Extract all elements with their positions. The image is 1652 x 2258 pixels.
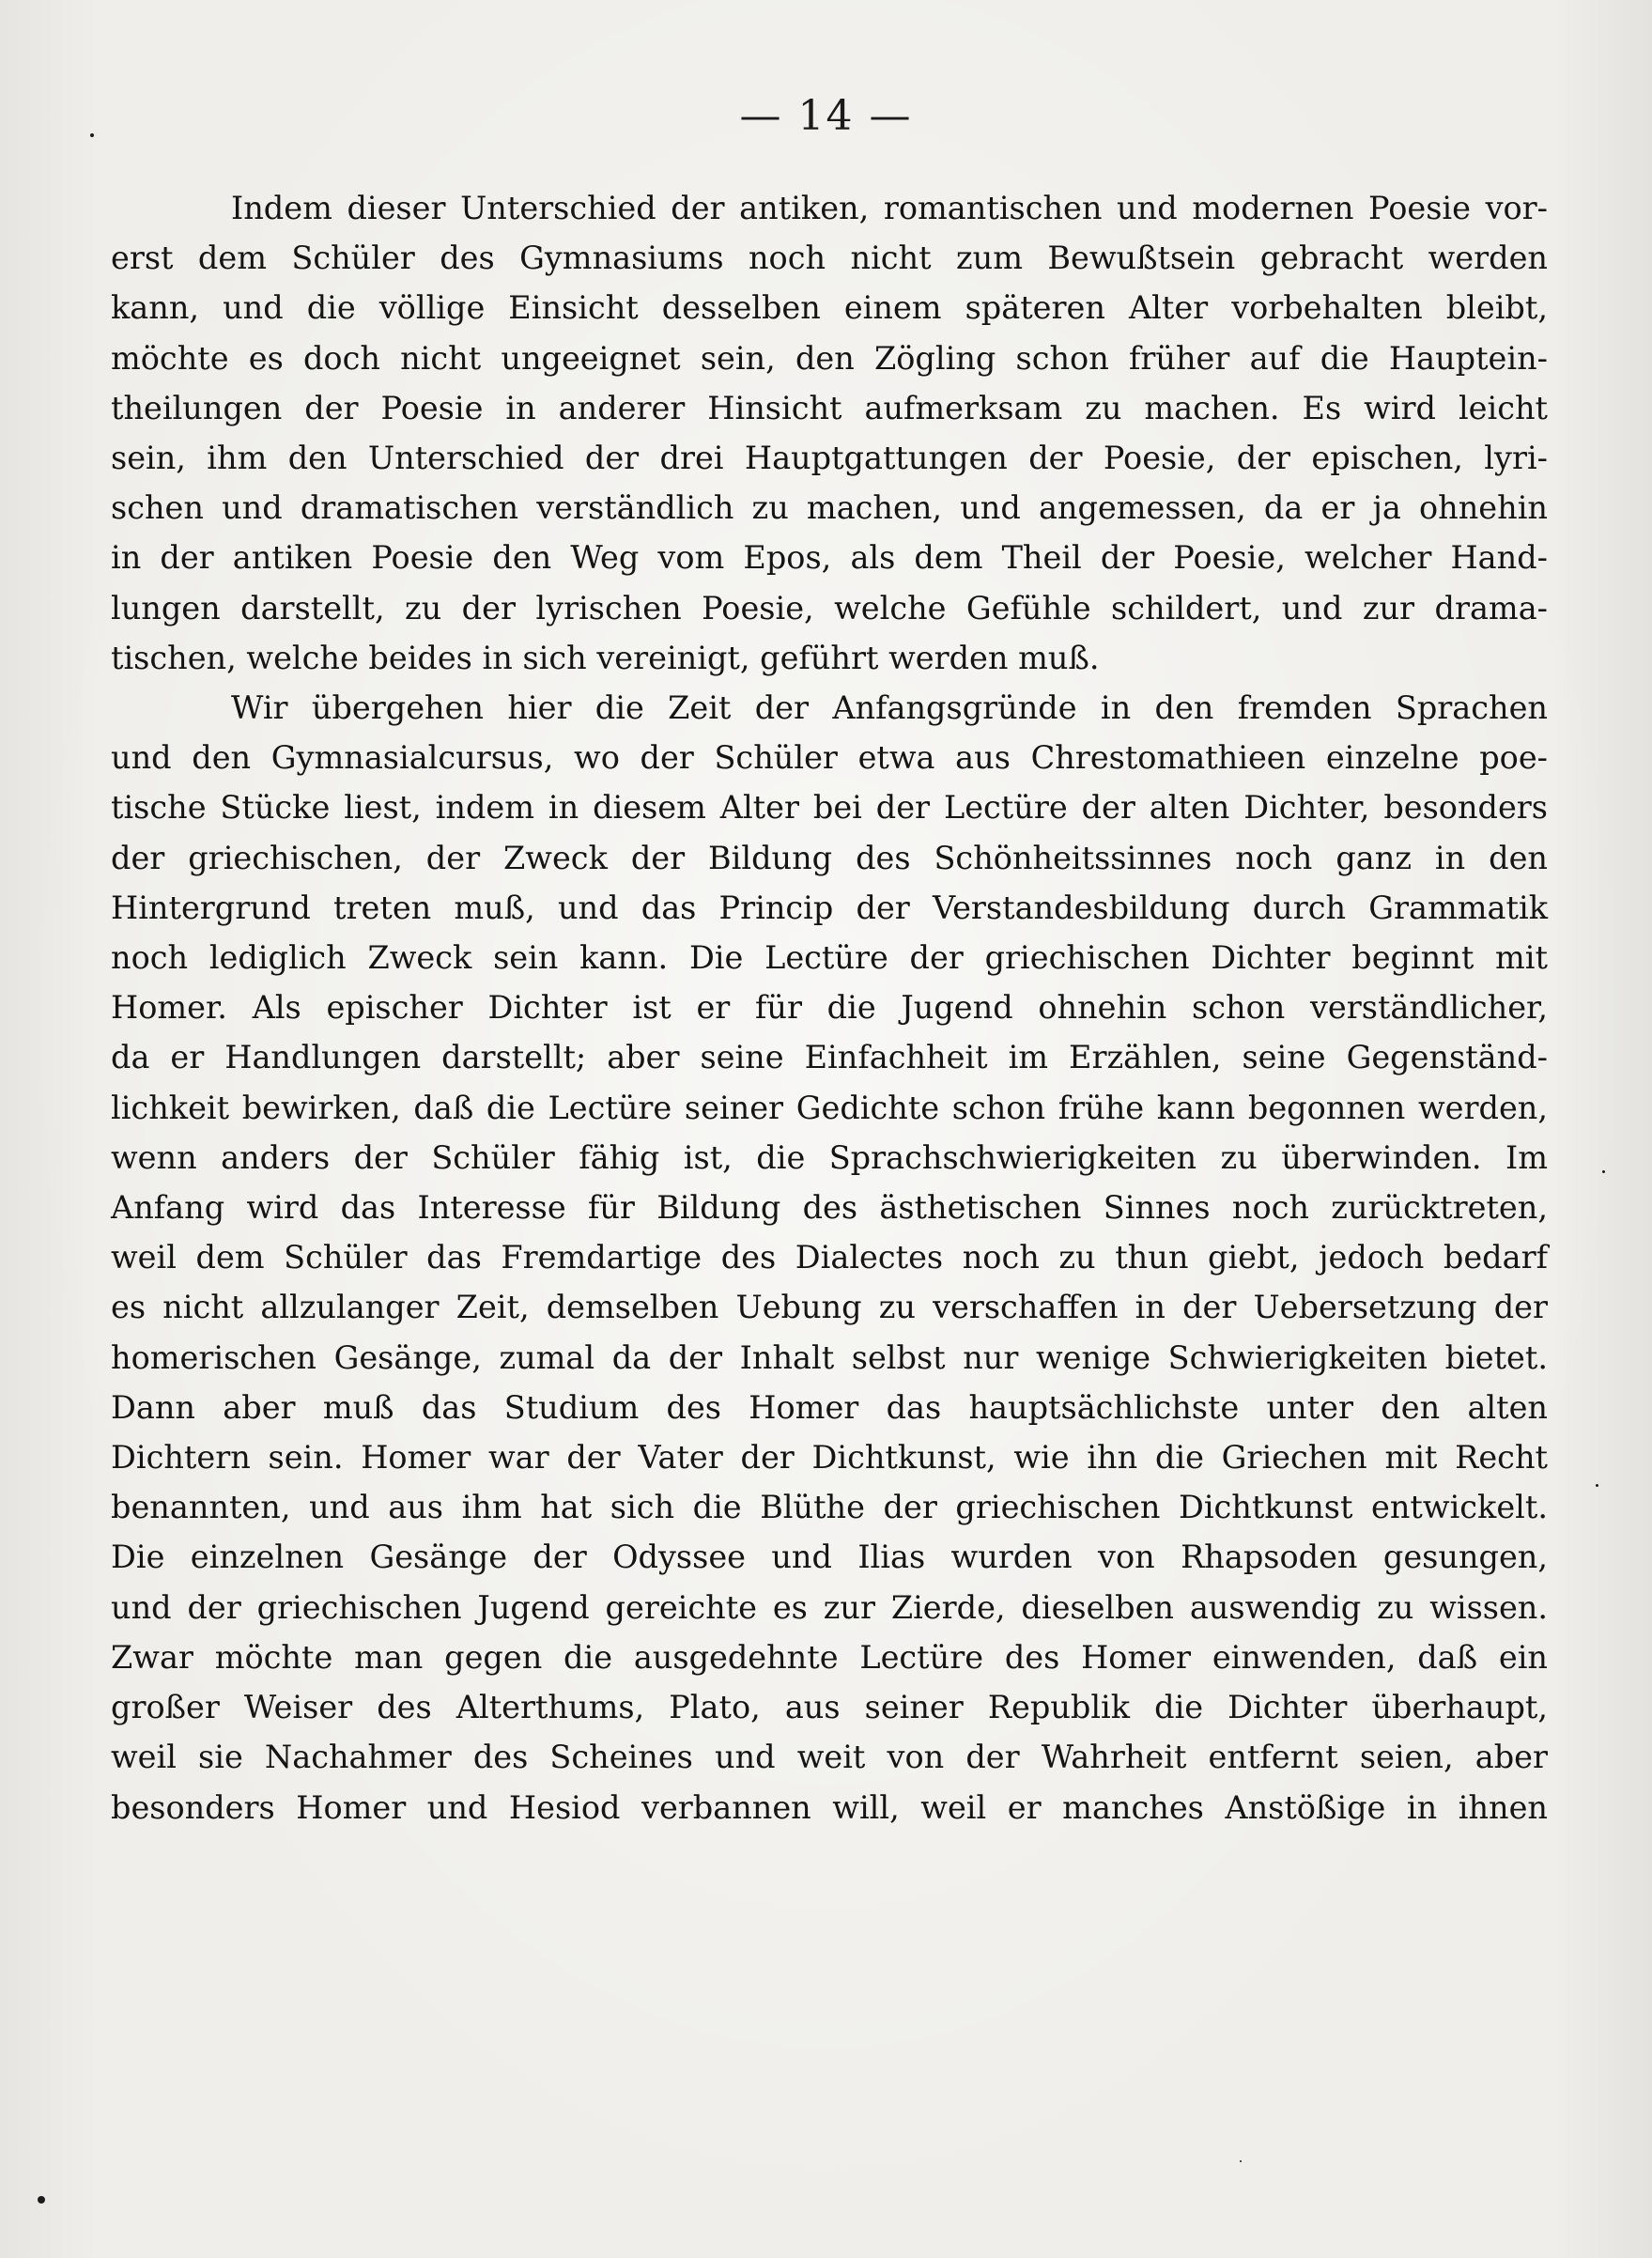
paragraph-2-line: Hintergrund treten muß, und das Princip der Verstandesbildung durch Grammatik — [111, 889, 1548, 926]
paragraph-1-line: in der antiken Poesie den Weg vom Epos, als dem Theil der Poesie, welcher Hand- — [111, 539, 1548, 577]
paper-speck — [38, 2196, 45, 2204]
paragraph-2-line: weil sie Nachahmer des Scheines und weit von der Wahrheit entfernt seien, aber — [111, 1739, 1548, 1776]
paragraph-2-line: und den Gymnasialcursus, wo der Schüler etwa aus Chrestomathieen einzelne poe- — [111, 739, 1548, 777]
paragraph-1-line: lungen darstellt, zu der lyrischen Poesie, welche Gefühle schildert, und zur drama- — [111, 589, 1548, 626]
paper-speck — [90, 133, 94, 137]
paragraph-2-line: besonders Homer und Hesiod verbannen will, weil er manches Anstößige in ihnen — [111, 1788, 1548, 1826]
paragraph-2-line: Dichtern sein. Homer war der Vater der Dichtkunst, wie ihn die Griechen mit Recht — [111, 1439, 1548, 1477]
paragraph-1-line: erst dem Schüler des Gymnasiums noch nicht zum Bewußtsein gebracht werden — [111, 240, 1548, 277]
paragraph-1-line: schen und dramatischen verständlich zu machen, und angemessen, da er ja ohnehin — [111, 489, 1548, 527]
paper-speck — [1240, 2160, 1242, 2162]
paragraph-2-line: homerischen Gesänge, zumal da der Inhalt selbst nur wenige Schwierigkeiten bietet. — [111, 1338, 1548, 1376]
paper-speck — [1602, 1170, 1605, 1173]
paper-speck — [1596, 1484, 1598, 1487]
body-text — [111, 183, 1548, 1833]
paragraph-2-line: der griechischen, der Zweck der Bildung des Schönheitssinnes noch ganz in den — [111, 839, 1548, 876]
paragraph-2-line: weil dem Schüler das Fremdartige des Dialectes noch zu thun giebt, jedoch bedarf — [111, 1239, 1548, 1276]
paragraph-2-line: wenn anders der Schüler fähig ist, die Sprachschwierigkeiten zu überwinden. Im — [111, 1138, 1548, 1176]
paragraph-1-line: sein, ihm den Unterschied der drei Hauptgattungen der Poesie, der epischen, lyri- — [111, 440, 1548, 477]
paragraph-1-line: kann, und die völlige Einsicht desselben einem späteren Alter vorbehalten bleibt, — [111, 289, 1548, 327]
paragraph-2-line: und der griechischen Jugend gereichte es zur Zierde, dieselben auswendig zu wissen. — [111, 1588, 1548, 1626]
paragraph-2-line: noch lediglich Zweck sein kann. Die Lectüre der griechischen Dichter beginnt mit — [111, 939, 1548, 977]
paragraph-1-line: möchte es doch nicht ungeeignet sein, den Zögling schon früher auf die Hauptein- — [111, 339, 1548, 377]
paragraph-2-line: benannten, und aus ihm hat sich die Blüthe der griechischen Dichtkunst entwickelt. — [111, 1489, 1548, 1526]
paragraph-2-line: tische Stücke liest, indem in diesem Alter bei der Lectüre der alten Dichter, besonders — [111, 789, 1548, 827]
paragraph-2-line: Wir übergehen hier die Zeit der Anfangsgründe in den fremden Sprachen — [231, 689, 1548, 727]
paragraph-2-line: großer Weiser des Alterthums, Plato, aus seiner Republik die Dichter überhaupt, — [111, 1689, 1548, 1726]
paragraph-2-line: da er Handlungen darstellt; aber seine Einfachheit im Erzählen, seine Gegenständ- — [111, 1039, 1548, 1076]
paragraph-2-line: Zwar möchte man gegen die ausgedehnte Lectüre des Homer einwenden, daß ein — [111, 1638, 1548, 1676]
page-number: — 14 — — [739, 92, 913, 140]
paragraph-2-line: lichkeit bewirken, daß die Lectüre seiner Gedichte schon frühe kann begonnen werden, — [111, 1089, 1548, 1126]
paragraph-2-line: es nicht allzulanger Zeit, demselben Uebung zu verschaffen in der Uebersetzung der — [111, 1289, 1548, 1326]
paragraph-1-line: Indem dieser Unterschied der antiken, romantischen und modernen Poesie vor- — [231, 190, 1548, 226]
paragraph-2-line: Dann aber muß das Studium des Homer das hauptsächlichste unter den alten — [111, 1388, 1548, 1426]
paragraph-2-line: Die einzelnen Gesänge der Odyssee und Ilias wurden von Rhapsoden gesungen, — [111, 1539, 1548, 1576]
paragraph-1-line: tischen, welche beides in sich vereinigt, geführt werden muß. — [111, 639, 1100, 676]
paragraph-1-line: theilungen der Poesie in anderer Hinsicht aufmerksam zu machen. Es wird leicht — [111, 389, 1548, 426]
paragraph-2-line: Anfang wird das Interesse für Bildung des ästhetischen Sinnes noch zurücktreten, — [111, 1189, 1548, 1227]
paragraph-2-line: Homer. Als epischer Dichter ist er für die Jugend ohnehin schon verständlicher, — [111, 989, 1548, 1027]
